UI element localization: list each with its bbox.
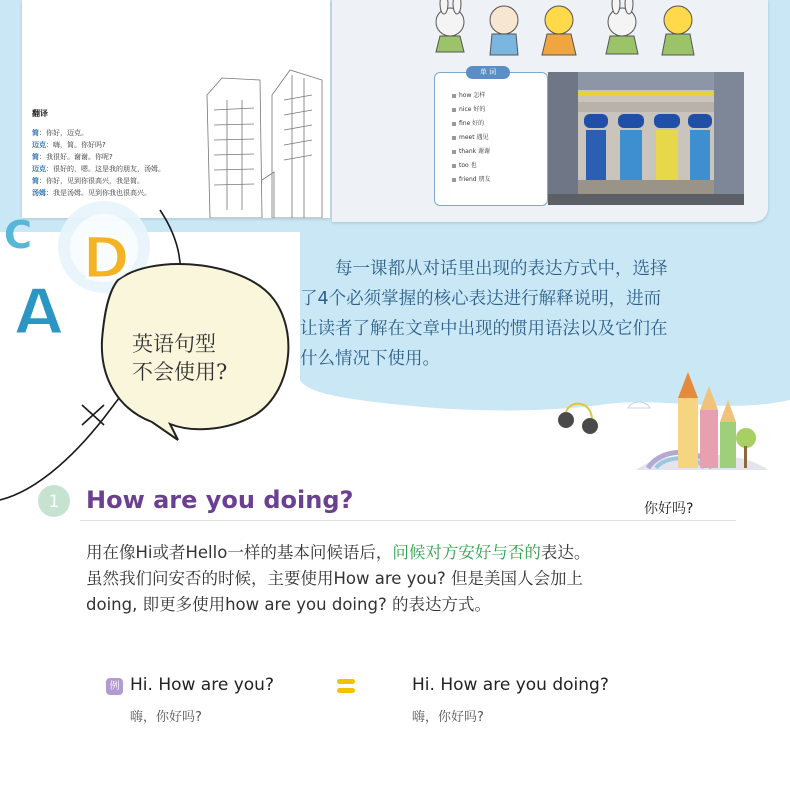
cross-mark-icon: [82, 405, 104, 425]
bubble-line-1: 英语句型: [132, 332, 216, 356]
description-line: 每一课都从对话里出现的表达方式中，选择: [300, 259, 668, 279]
speaker: 简: [32, 153, 39, 161]
example-right-english: Hi. How are you doing?: [412, 675, 609, 695]
example-left-chinese: 嗨，你好吗?: [130, 710, 202, 725]
vocab-item: nice 好的: [452, 104, 485, 113]
explanation-line: 虽然我们问安否的时候，主要使用How are you? 但是美国人会加上: [86, 569, 583, 588]
letter-d: D: [82, 224, 131, 292]
decorative-letters: [0, 196, 200, 346]
letter-a: A: [14, 276, 64, 346]
line-text: 我很好。谢谢。你呢?: [46, 153, 113, 161]
example-right-chinese: 嗨，你好吗?: [412, 710, 484, 725]
vocab-item: friend 朋友: [452, 174, 490, 183]
section-title: How are you doing?: [86, 486, 354, 514]
line-text: 我是汤姆。见到你我也很高兴。: [53, 189, 151, 197]
translation-title: 翻译: [32, 109, 48, 118]
highlight-text: 问候对方安好与否的: [392, 543, 541, 562]
line-text: 你好，见到你很高兴，我是简。: [46, 177, 144, 185]
line-text: 你好，迈克。: [46, 129, 88, 137]
example-left-english: Hi. How are you?: [130, 675, 274, 695]
description-line: 什么情况下使用。: [300, 349, 440, 369]
text-segment: 用在像Hi或者Hello一样的基本问候语后，: [86, 543, 393, 562]
vocab-item: too 也: [452, 160, 477, 169]
translation-line: 汤姆：我是汤姆。见到你我也很高兴。: [32, 189, 151, 197]
line-text: 很好的，嗯。这是我的朋友，汤姆。: [53, 165, 165, 173]
explanation-line: [86, 540, 766, 566]
translation-line: 简：你好，见到你很高兴，我是简。: [32, 177, 144, 185]
speaker: 迈克: [32, 165, 46, 173]
speaker: 汤姆: [32, 189, 46, 197]
line-text: 嗨，简。你好吗?: [53, 141, 106, 149]
cartoon-characters-illustration: [332, 0, 768, 70]
vocab-item: thank 谢谢: [452, 146, 490, 155]
explanation-line: doing, 即更多使用how are you doing? 的表达方式。: [86, 595, 491, 614]
translation-line: 迈克：很好的，嗯。这是我的朋友，汤姆。: [32, 165, 165, 173]
letter-c: C: [4, 213, 32, 257]
section-subtitle: 你好吗?: [644, 501, 694, 517]
description-line: 让读者了解在文章中出现的惯用语法以及它们在: [300, 319, 668, 339]
speaker: 简: [32, 177, 39, 185]
explanation-text: [86, 540, 766, 618]
speech-bubble-text: [132, 330, 227, 386]
translation-line: 迈克：嗨，简。你好吗?: [32, 141, 106, 149]
description-line: 了4个必须掌握的核心表达进行解释说明，进而: [300, 289, 662, 309]
example-badge: 例: [106, 678, 123, 695]
speaker: 简: [32, 129, 39, 137]
text-segment: 表达。: [540, 543, 591, 562]
divider: [80, 520, 736, 521]
section-number-badge: [36, 483, 72, 519]
speaker: 迈克: [32, 141, 46, 149]
translation-line: 简：我很好。谢谢。你呢?: [32, 153, 113, 161]
vocab-item: fine 好的: [452, 118, 484, 127]
bubble-line-2: 不会使用?: [132, 360, 228, 384]
feature-description: [300, 254, 776, 374]
storefront-photo: [548, 72, 744, 205]
vocab-item: meet 遇见: [452, 132, 489, 141]
section-number: 1: [48, 492, 60, 512]
vocabulary-title: 单 词: [466, 66, 510, 79]
equals-icon: [336, 678, 356, 694]
vocab-item: how 怎样: [452, 90, 485, 99]
translation-line: 简：你好，迈克。: [32, 129, 88, 137]
